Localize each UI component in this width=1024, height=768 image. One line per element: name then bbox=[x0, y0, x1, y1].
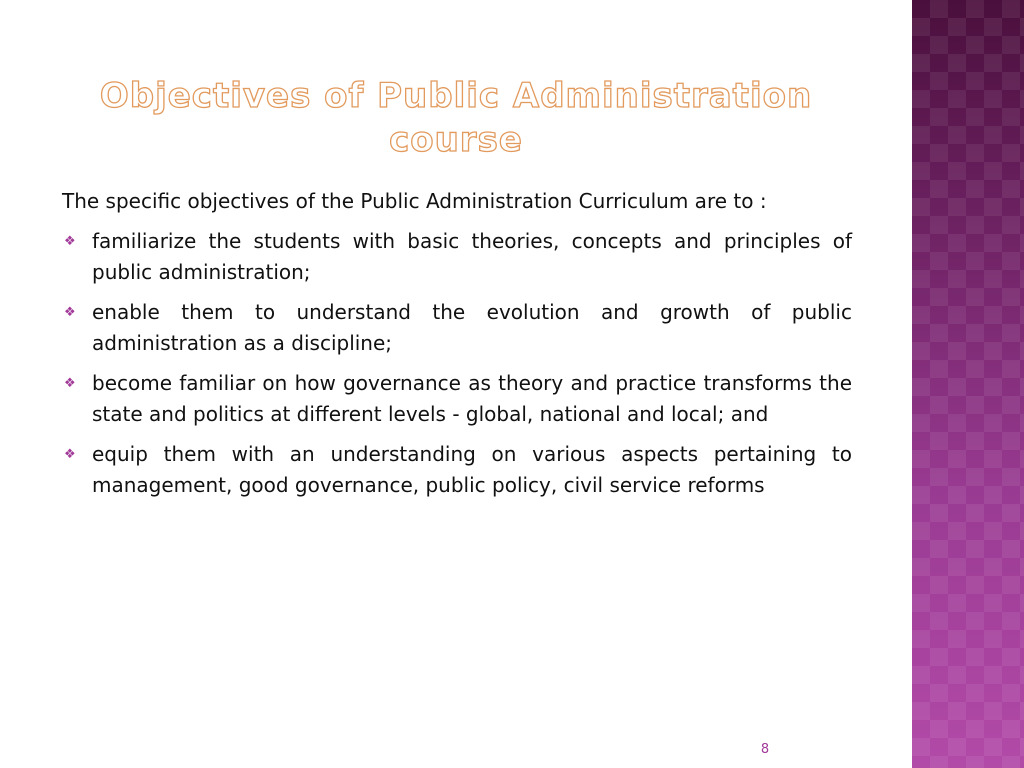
objectives-list bbox=[62, 226, 852, 501]
list-item bbox=[62, 439, 852, 501]
diamond-bullet-icon: ❖ bbox=[64, 305, 76, 320]
list-item bbox=[62, 368, 852, 430]
decorative-side-band bbox=[912, 0, 1024, 768]
bullet-text: equip them with an understanding on various aspects pertaining to management, good governance, public policy, civil service reforms bbox=[92, 442, 852, 497]
page-number: 8 bbox=[760, 742, 770, 757]
diamond-bullet-icon: ❖ bbox=[64, 447, 76, 462]
diamond-bullet-icon: ❖ bbox=[64, 234, 76, 249]
diamond-bullet-icon: ❖ bbox=[64, 376, 76, 391]
bullet-text: become familiar on how governance as theory and practice transforms the state and politics at different levels - global, national and local; and bbox=[92, 371, 852, 426]
list-item bbox=[62, 297, 852, 359]
bullet-text: familiarize the students with basic theories, concepts and principles of public administration; bbox=[92, 229, 852, 284]
slide-title-line-2: course bbox=[389, 120, 523, 160]
bullet-text: enable them to understand the evolution and growth of public administration as a discipline; bbox=[92, 300, 852, 355]
list-item bbox=[62, 226, 852, 288]
slide-body bbox=[62, 186, 852, 510]
intro-paragraph: The specific objectives of the Public Administration Curriculum are to : bbox=[62, 189, 767, 213]
slide-title-line-1: Objectives of Public Administration bbox=[99, 76, 813, 116]
slide-title bbox=[60, 74, 852, 162]
